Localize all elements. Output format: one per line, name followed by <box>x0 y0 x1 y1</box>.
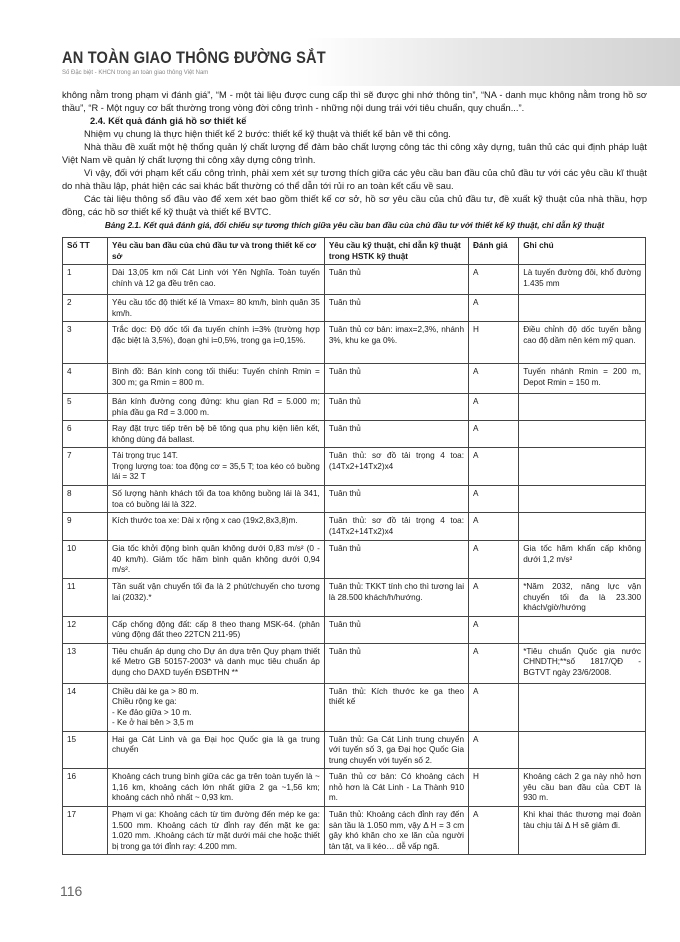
cell-rating: H <box>469 322 519 364</box>
cell-stt: 9 <box>63 513 108 541</box>
cell-technical: Tuân thủ cơ bản: imax=2,3%, nhánh 3%, khu ke ga 0%. <box>324 322 468 364</box>
table-row <box>63 643 646 683</box>
cell-requirement: Gia tốc khởi động bình quân không dưới 0,83 m/s² (0 - 40 km/h). Giảm tốc hãm bình quân không dưới 0,94 m/s². <box>107 541 324 579</box>
cell-rating: A <box>469 364 519 394</box>
cell-note: Tuyến nhánh Rmin = 200 m, Depot Rmin = 150 m. <box>519 364 646 394</box>
cell-note: Khoảng cách 2 ga này nhỏ hơn yêu cầu ban đầu của CĐT là 930 m. <box>519 769 646 807</box>
table-row <box>63 513 646 541</box>
cell-stt: 14 <box>63 683 108 731</box>
cell-note <box>519 394 646 421</box>
cell-rating: A <box>469 486 519 513</box>
cell-technical: Tuân thủ <box>324 541 468 579</box>
cell-requirement: Trắc dọc: Độ dốc tối đa tuyến chính i=3% (trường hợp đặc biệt là 3,5%), đoạn ghi i=0,5%, trong ga i=0,15%. <box>107 322 324 364</box>
table-row <box>63 364 646 394</box>
cell-requirement: Tần suất vận chuyển tối đa là 2 phút/chuyến cho tương lai (2032).* <box>107 579 324 617</box>
cell-rating: A <box>469 421 519 448</box>
cell-technical: Tuân thủ: Khoảng cách đỉnh ray đến sàn tầu là 1.050 mm, vậy Δ H = 3 cm gây khó khăn cho xe lăn của người tàn tật, va li kéo… dễ vấp ngã. <box>324 807 468 855</box>
cell-requirement: Ray đặt trực tiếp trên bệ bê tông qua phụ kiện liên kết, không dùng đá ballast. <box>107 421 324 448</box>
cell-technical: Tuân thủ <box>324 616 468 643</box>
running-title: AN TOÀN GIAO THÔNG ĐƯỜNG SẮT <box>62 48 326 67</box>
cell-note <box>519 683 646 731</box>
table-row <box>63 731 646 769</box>
cell-rating: A <box>469 616 519 643</box>
table-row <box>63 616 646 643</box>
cell-note: Khi khai thác thương mại đoàn tàu chịu tải Δ H sẽ giảm đi. <box>519 807 646 855</box>
header-cell-requirement: Yêu cầu ban đầu của chủ đầu tư và trong thiết kế cơ sở <box>107 238 324 265</box>
cell-note <box>519 513 646 541</box>
cell-requirement: Dài 13,05 km nối Cát Linh với Yên Nghĩa. Toàn tuyến chính và 12 ga đều trên cao. <box>107 265 324 295</box>
cell-technical: Tuân thủ <box>324 421 468 448</box>
cell-technical: Tuân thủ <box>324 486 468 513</box>
paragraph-3: Vì vậy, đối với phạm kết cấu công trình, phải xem xét sự tương thích giữa các yêu cầu ban đầu của chủ đầu tư với các yêu cầu kĩ thuật do nhà thầu lập, phát hiện các sai khác bất thường có thể dẫn tới rủi ro an toàn kết cấu về sau. <box>62 168 647 191</box>
page-number: 116 <box>60 883 83 899</box>
table-row <box>63 683 646 731</box>
cell-stt: 7 <box>63 448 108 486</box>
cell-rating: A <box>469 394 519 421</box>
cell-technical: Tuân thủ <box>324 265 468 295</box>
cell-stt: 5 <box>63 394 108 421</box>
cell-technical: Tuân thủ <box>324 364 468 394</box>
header-cell-note: Ghi chú <box>519 238 646 265</box>
cell-note: *Năm 2032, năng lực vận chuyển tối đa là 23.300 khách/giờ/hướng <box>519 579 646 617</box>
cell-note: Gia tốc hãm khẩn cấp không dưới 1,2 m/s² <box>519 541 646 579</box>
cell-rating: A <box>469 731 519 769</box>
cell-note <box>519 486 646 513</box>
cell-technical: Tuân thủ: Kích thước ke ga theo thiết kế <box>324 683 468 731</box>
table-row <box>63 295 646 322</box>
cell-stt: 2 <box>63 295 108 322</box>
cell-requirement: Kích thước toa xe: Dài x rộng x cao (19x2,8x3,8)m. <box>107 513 324 541</box>
cell-requirement: Bán kính đường cong đứng: khu gian Rđ = 5.000 m; phía đầu ga Rđ = 3.000 m. <box>107 394 324 421</box>
cell-technical: Tuân thủ: Ga Cát Linh trung chuyển với tuyến số 3, ga Đại học Quốc Gia trung chuyển với tuyến số 2. <box>324 731 468 769</box>
table-row <box>63 394 646 421</box>
cell-rating: A <box>469 513 519 541</box>
running-subtitle: Số Đặc biệt - KHCN trong an toàn giao thông Việt Nam <box>62 70 209 76</box>
cell-note <box>519 616 646 643</box>
table-row <box>63 579 646 617</box>
cell-technical: Tuân thủ <box>324 295 468 322</box>
cell-requirement: Bình đồ: Bán kính cong tối thiểu: Tuyến chính Rmin = 300 m; ga Rmin = 800 m. <box>107 364 324 394</box>
cell-note: Điều chỉnh độ dốc tuyến bằng cao độ dầm nên kém mỹ quan. <box>519 322 646 364</box>
table-row <box>63 486 646 513</box>
cell-note: Là tuyến đường đôi, khổ đường 1.435 mm <box>519 265 646 295</box>
cell-stt: 16 <box>63 769 108 807</box>
cell-stt: 10 <box>63 541 108 579</box>
cell-stt: 6 <box>63 421 108 448</box>
cell-rating: A <box>469 265 519 295</box>
cell-stt: 12 <box>63 616 108 643</box>
cell-stt: 1 <box>63 265 108 295</box>
cell-technical: Tuân thủ: sơ đồ tải trọng 4 toa: (14Tx2+14Tx2)x4 <box>324 448 468 486</box>
cell-requirement: Yêu cầu tốc độ thiết kế là Vmax= 80 km/h, bình quân 35 km/h. <box>107 295 324 322</box>
intro-paragraph: không nằm trong phạm vi đánh giá”, “M - một tài liệu được cung cấp thì sẽ được ghi nhớ thông tin”, “NA - danh mục không nằm trong hồ sơ thầu”, “R - Một nguy cơ bất thường trong vòng đời công trình - những nội dung trái với tiêu chuẩn, quy chuẩn...”. <box>62 90 647 113</box>
cell-technical: Tuân thủ <box>324 643 468 683</box>
cell-stt: 15 <box>63 731 108 769</box>
cell-requirement: Tiêu chuẩn áp dụng cho Dự án dựa trên Quy phạm thiết kế Metro GB 50157-2003* và danh mục tiêu chuẩn áp dụng cho DAXD tuyến ĐSĐTHN ** <box>107 643 324 683</box>
header-cell-technical: Yêu cầu kỹ thuật, chỉ dẫn kỹ thuật trong HSTK kỹ thuật <box>324 238 468 265</box>
cell-rating: H <box>469 769 519 807</box>
paragraph-2: Nhà thầu đề xuất một hệ thống quản lý chất lượng để đảm bảo chất lượng công tác thi công xây dựng, tuân thủ các qui định pháp luật Việt Nam về quản lý chất lượng thi công xây dựng công trình. <box>62 142 647 165</box>
table-row <box>63 541 646 579</box>
table-row <box>63 807 646 855</box>
cell-rating: A <box>469 295 519 322</box>
table-caption: Bảng 2.1. Kết quả đánh giá, đối chiếu sự tương thích giữa yêu cầu ban đầu của chủ đầu tư với thiết kế kỹ thuật, chỉ dẫn kỹ thuật <box>104 221 605 230</box>
cell-stt: 13 <box>63 643 108 683</box>
cell-technical: Tuân thủ: TKKT tính cho thì tương lai là 28.500 khách/h/hướng. <box>324 579 468 617</box>
body-text <box>62 89 647 231</box>
cell-note <box>519 421 646 448</box>
table-row <box>63 769 646 807</box>
cell-rating: A <box>469 448 519 486</box>
cell-requirement: Tải trọng trục 14T. Trọng lượng toa: toa động cơ = 35,5 T; toa kéo có buồng lái = 32 T <box>107 448 324 486</box>
cell-rating: A <box>469 541 519 579</box>
cell-rating: A <box>469 579 519 617</box>
table-row <box>63 421 646 448</box>
cell-stt: 11 <box>63 579 108 617</box>
cell-note <box>519 731 646 769</box>
cell-requirement: Số lượng hành khách tối đa toa không buồng lái là 341, toa có buồng lái là 322. <box>107 486 324 513</box>
cell-stt: 17 <box>63 807 108 855</box>
evaluation-table <box>62 237 646 855</box>
table-header-row <box>63 238 646 265</box>
header-cell-rating: Đánh giá <box>469 238 519 265</box>
cell-rating: A <box>469 807 519 855</box>
cell-technical: Tuân thủ cơ bản: Có khoảng cách nhỏ hơn là Cát Linh - La Thành 910 m. <box>324 769 468 807</box>
header-cell-stt: Số TT <box>63 238 108 265</box>
table-row <box>63 265 646 295</box>
table-row <box>63 448 646 486</box>
cell-requirement: Cấp chống động đất: cấp 8 theo thang MSK-64. (phân vùng động đất theo 22TCN 211-95) <box>107 616 324 643</box>
section-heading: 2.4. Kết quả đánh giá hồ sơ thiết kế <box>90 116 247 126</box>
cell-rating: A <box>469 683 519 731</box>
cell-note <box>519 295 646 322</box>
cell-stt: 4 <box>63 364 108 394</box>
cell-note: *Tiêu chuẩn Quốc gia nước CHNDTH;**số 1817/QĐ - BGTVT ngày 23/6/2008. <box>519 643 646 683</box>
cell-technical: Tuân thủ: sơ đồ tải trọng 4 toa: (14Tx2+14Tx2)x4 <box>324 513 468 541</box>
cell-rating: A <box>469 643 519 683</box>
table-row <box>63 322 646 364</box>
cell-requirement: Khoảng cách trung bình giữa các ga trên toàn tuyến là ~ 1,16 km, khoảng cách lớn nhất giữa 2 ga ~1,56 km; khoảng cách nhỏ nhất ~ 0,93 km. <box>107 769 324 807</box>
cell-requirement: Chiều dài ke ga > 80 m. Chiều rộng ke ga: - Ke đảo giữa > 10 m. - Ke ở hai bên > 3,5 m <box>107 683 324 731</box>
cell-stt: 3 <box>63 322 108 364</box>
cell-stt: 8 <box>63 486 108 513</box>
cell-note <box>519 448 646 486</box>
cell-requirement: Phạm vi ga: Khoảng cách từ tim đường đến mép ke ga: 1.500 mm. Khoảng cách từ đỉnh ray đến mặt ke ga: 1.020 mm. .Khoảng cách từ mặt dưới mái che hoặc thiết bị trong ga tới đỉnh ray: 4.200 mm. <box>107 807 324 855</box>
paragraph-1: Nhiệm vụ chung là thực hiện thiết kế 2 bước: thiết kế kỹ thuật và thiết kế bản vẽ thi công. <box>84 129 451 139</box>
paragraph-4: Các tài liệu thông số đầu vào để xem xét bao gồm thiết kế cơ sở, hồ sơ yêu cầu của chủ đầu tư, đề xuất kỹ thuật của nhà thầu, hợp đồng, các hồ sơ thiết kế kỹ thuật và thiết kế BVTC. <box>62 194 647 217</box>
cell-requirement: Hai ga Cát Linh và ga Đại học Quốc gia là ga trung chuyển <box>107 731 324 769</box>
cell-technical: Tuân thủ <box>324 394 468 421</box>
